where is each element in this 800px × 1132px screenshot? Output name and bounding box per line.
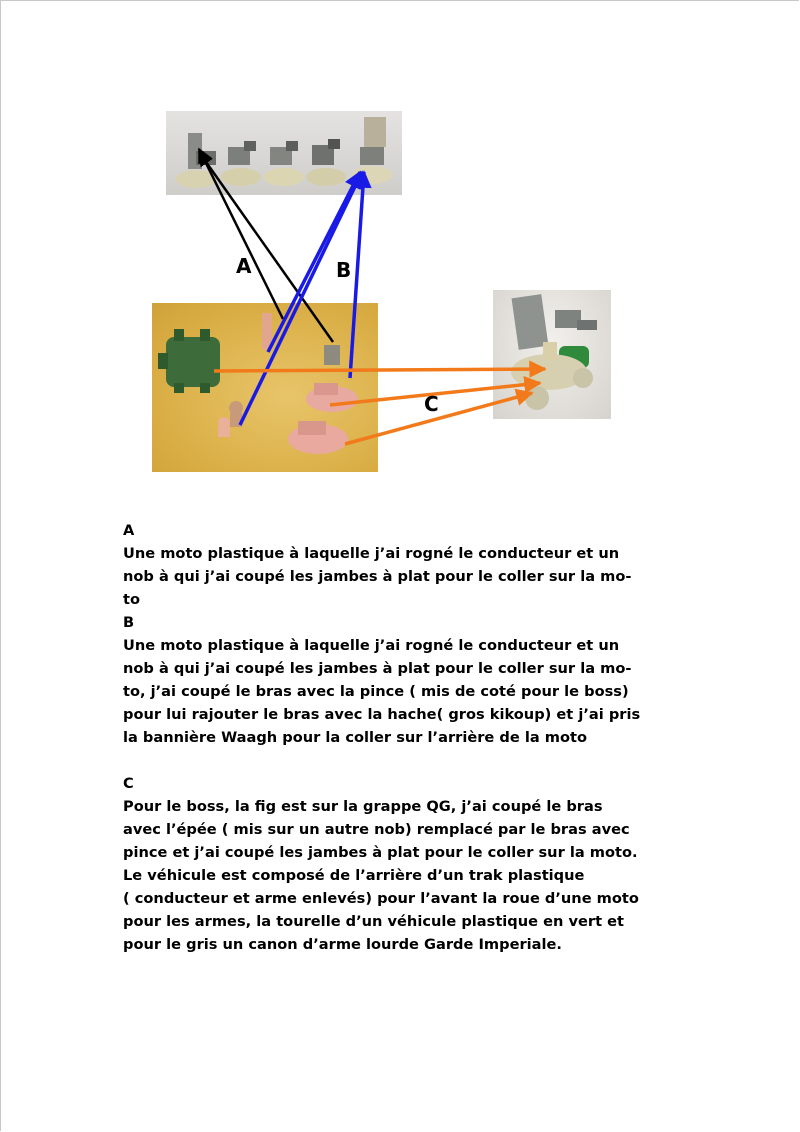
text-line: ( conducteur et arme enlevés) pour l’avant la roue d’une moto [123, 890, 639, 907]
text-line: pince et j’ai coupé les jambes à plat pour le coller sur la moto. [123, 844, 638, 861]
text-line: to, j’ai coupé le bras avec la pince ( mis de coté pour le boss) [123, 683, 629, 700]
section-b [123, 611, 683, 749]
text-line: pour le gris un canon d’arme lourde Garde Imperiale. [123, 936, 562, 953]
section-a [123, 519, 683, 611]
section-letter: A [123, 522, 135, 539]
text-line: Pour le boss, la fig est sur la grappe QG, j’ai coupé le bras [123, 798, 603, 815]
text-line: pour les armes, la tourelle d’un véhicule plastique en vert et [123, 913, 625, 930]
text-line: pour lui rajouter le bras avec la hache( gros kikoup) et j’ai pris [123, 706, 641, 723]
arrow-c-1 [214, 369, 545, 371]
arrows-a [199, 149, 333, 342]
arrow-b-1 [240, 172, 362, 425]
paragraph-gap [123, 749, 683, 772]
text-line: nob à qui j’ai coupé les jambes à plat pour le coller sur la mo- [123, 660, 632, 677]
text-line: nob à qui j’ai coupé les jambes à plat pour le coller sur la mo- [123, 568, 632, 585]
arrow-a-1 [199, 149, 283, 319]
text-line: la bannière Waagh pour la coller sur l’arrière de la moto [123, 729, 588, 746]
figure-marker-b: B [336, 258, 352, 282]
arrows-b [240, 172, 364, 425]
text-line: avec l’épée ( mis sur un autre nob) remplacé par le bras avec [123, 821, 630, 838]
section-letter: B [123, 614, 135, 631]
text-line: Une moto plastique à laquelle j’ai rogné le conducteur et un [123, 637, 620, 654]
figure-marker-a: A [236, 254, 252, 278]
description-text [123, 519, 683, 956]
arrow-b-3 [350, 172, 364, 378]
text-line: Une moto plastique à laquelle j’ai rogné le conducteur et un [123, 545, 620, 562]
arrows-c [214, 369, 545, 444]
figure-marker-c: C [424, 392, 439, 416]
section-letter: C [123, 775, 134, 792]
text-line: to [123, 591, 141, 608]
arrow-a-2 [199, 152, 333, 342]
text-line: Le véhicule est composé de l’arrière d’un trak plastique [123, 867, 585, 884]
section-c [123, 772, 683, 956]
